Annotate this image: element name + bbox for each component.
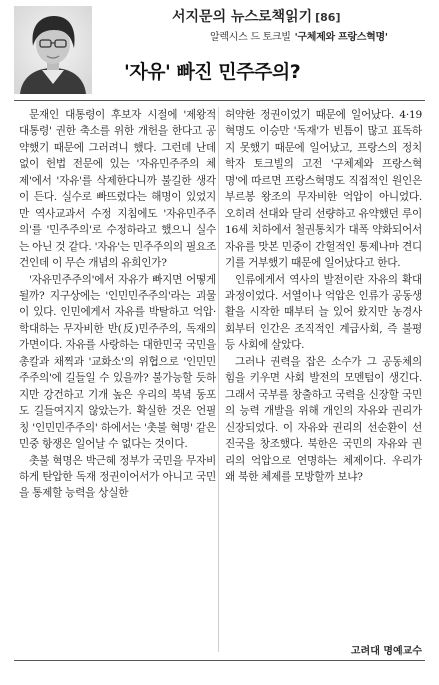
- column-series-title: [172, 6, 341, 26]
- article-headline: '자유' 빠진 민주주의?: [124, 61, 301, 83]
- author-byline: 고려대 명예교수: [350, 646, 422, 657]
- paragraph: 인류에게서 역사의 발전이란 자유의 확대 과정이었다. 서열이나 억압은 인류가 공동생활을 시작한 때부터 늘 있어 왔지만 농경사회부터 인간은 조직적인 계급사회, 즉 불평등 사회에 살았다.: [225, 273, 422, 352]
- article-column-left: [19, 107, 216, 502]
- paragraph: '자유민주주의'에서 자유가 빠지면 어떻게 될까? 지구상에는 '인민민주주의'라는 괴물이 있다. 인민에게서 자유를 박탈하고 억압·학대하는 무자비한 반(反)민주주의, 독재의 가면이다. 자유를 사랑하는 대한민국 국민을 총칼과 채찍과 '교화소'의 위협으로 '인민민주주의'에 길들일 수 있을까? 불가능할 듯하지만 강건하고 기개 높은 우리의 북녘 동포도 길들여지지 않았는가. 확실한 것은 언필칭 '인민민주주의' 하에서는 '촛불 혁명' 같은 민중 항쟁은 일어날 수 없다는 것이다.: [19, 273, 216, 451]
- series-name: 서지문의 뉴스로책읽기: [172, 9, 313, 25]
- book-title: '구체제와 프랑스혁명': [294, 32, 388, 43]
- bottom-rule: [14, 660, 425, 661]
- series-number: [86]: [315, 11, 341, 24]
- book-reference: [210, 28, 388, 43]
- book-author: 알렉시스 드 토크빌: [210, 32, 291, 43]
- column-divider: [218, 107, 219, 652]
- top-rule: [14, 100, 425, 101]
- paragraph: 문재인 대통령이 후보자 시절에 '제왕적 대통령' 권한 축소를 위한 개헌을 한다고 공약했기 때문에 그러려니 했다. 그런데 난데없이 헌법 전문에 있는 '자유민주주의 체제'에서 '자유'를 삭제한다니까 불길한 생각이 든다. 실수로 빠뜨렸다는 해명이 있었지만 역사교과서 수정 지침에도 '자유민주주의'를 '민주주의'로 수정하라고 했으니 실수는 아닌 것 같다. '자유'는 민주주의의 필요조건인데 이 무슨 개념의 유희인가?: [19, 109, 216, 270]
- author-portrait: [14, 6, 92, 94]
- paragraph: 그러나 권력을 잡은 소수가 그 공동체의 힘을 키우면 사회 발전의 모멘텀이 생긴다. 그래서 국부를 창출하고 국력을 신장할 국민의 능력 개발을 위해 개인의 자유와 권리가 신장되었다. 이 자유와 권리의 선순환이 선진국을 창조했다. 북한은 국민의 자유와 권리의 억압으로 연명하는 체제이다. 우리가 왜 북한 체제를 모방할까 보냐?: [225, 355, 422, 483]
- article-column-right: [225, 107, 422, 485]
- paragraph-continued: 허약한 정권이었기 때문에 일어났다. 4·19혁명도 이승만 '독재'가 빈틈이 많고 표독하지 못했기 때문에 일어났고, 프랑스의 정치학자 토크빌의 고전 '구체제와 프랑스혁명'에 따르면 프랑스혁명도 직접적인 원인은 부르봉 왕조의 무자비한 억압이 아니었다. 오히려 선대와 달리 선량하고 유약했던 루이 16세 치하에서 철권통치가 대폭 약화되어서 자유를 맛본 민중이 간헐적인 통제나마 견디기를 거부했기 때문에 일어났다고 한다.: [225, 109, 422, 270]
- paragraph: 촛불 혁명은 박근혜 정부가 국민을 무자비하게 탄압한 독재 정권이어서가 아니고 국민을 통제할 능력을 상실한: [19, 454, 216, 500]
